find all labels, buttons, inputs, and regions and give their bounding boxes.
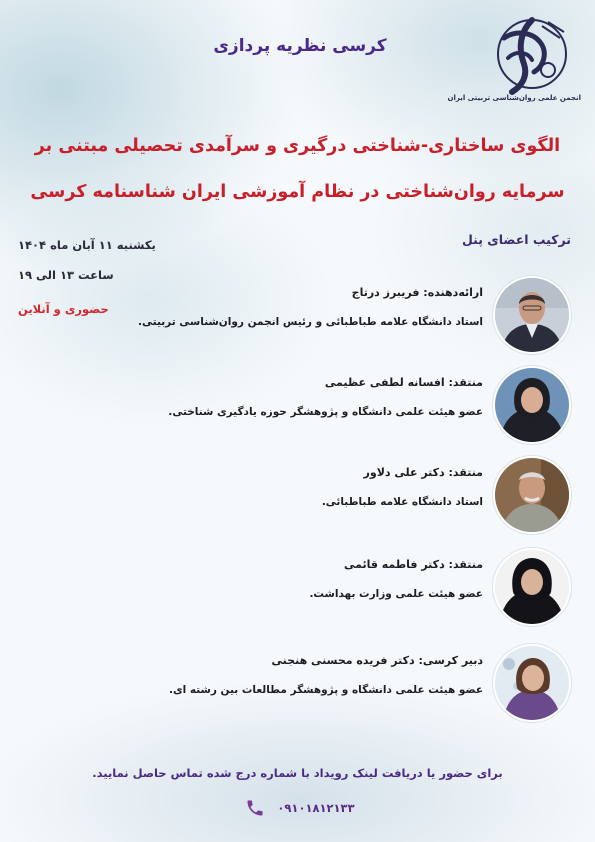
member-name: ارائه‌دهنده: فریبرز درتاج [351,286,483,299]
event-time: ساعت ۱۳ الی ۱۹ [18,268,114,282]
member-name: منتقد: افسانه لطفی عظیمی [324,376,483,389]
panel-member [20,276,571,368]
member-name: منتقد: دکتر فاطمه قائمی [343,558,483,571]
member-photo [493,366,571,444]
main-title-line-2: سرمایه روان‌شناختی در نظام آموزشی ایران شناسنامه کرسی [30,182,565,202]
member-photo [493,548,571,626]
member-affiliation: عضو هیئت علمی دانشگاه و پژوهشگر حوزه یادگیری شناختی. [168,406,483,418]
phone-number: ۰۹۱۰۱۸۱۲۱۳۳ [277,801,355,815]
main-title-line-1: الگوی ساختاری-شناختی درگیری و سرآمدی تحصیلی مبتنی بر [34,136,561,156]
event-date: یکشنبه ۱۱ آبان ماه ۱۴۰۴ [18,238,156,252]
phone-row [140,796,460,820]
event-mode: حضوری و آنلاین [18,302,109,316]
member-photo [493,276,571,354]
panel-member [20,456,571,548]
panel-member [20,366,571,458]
logo-caption: انجمن علمی روان‌شناسی تربیتی ایران [447,94,581,102]
panel-heading: ترکیب اعضای پنل [461,232,571,247]
series-title: کرسی نظریه پردازی [213,36,387,56]
member-affiliation: عضو هیئت علمی دانشگاه و پژوهشگر مطالعات بین رشته ای. [168,684,483,696]
member-affiliation: استاد دانشگاه علامه طباطبائی و رئیس انجمن روان‌شناسی تربیتی. [138,316,483,328]
member-name: منتقد: دکتر علی دلاور [363,466,483,479]
contact-note: برای حضور یا دریافت لینک رویداد با شماره درج شده تماس حاصل نمایید. [92,766,503,780]
member-name: دبیر کرسی: دکتر فریده محسنی هنجنی [271,654,483,667]
member-photo [493,456,571,534]
member-affiliation: عضو هیئت علمی وزارت بهداشت. [309,588,483,600]
phone-icon [245,798,265,818]
panel-member [20,644,571,736]
member-photo [493,644,571,722]
member-affiliation: استاد دانشگاه علامه طباطبائی. [321,496,483,508]
panel-member [20,548,571,640]
